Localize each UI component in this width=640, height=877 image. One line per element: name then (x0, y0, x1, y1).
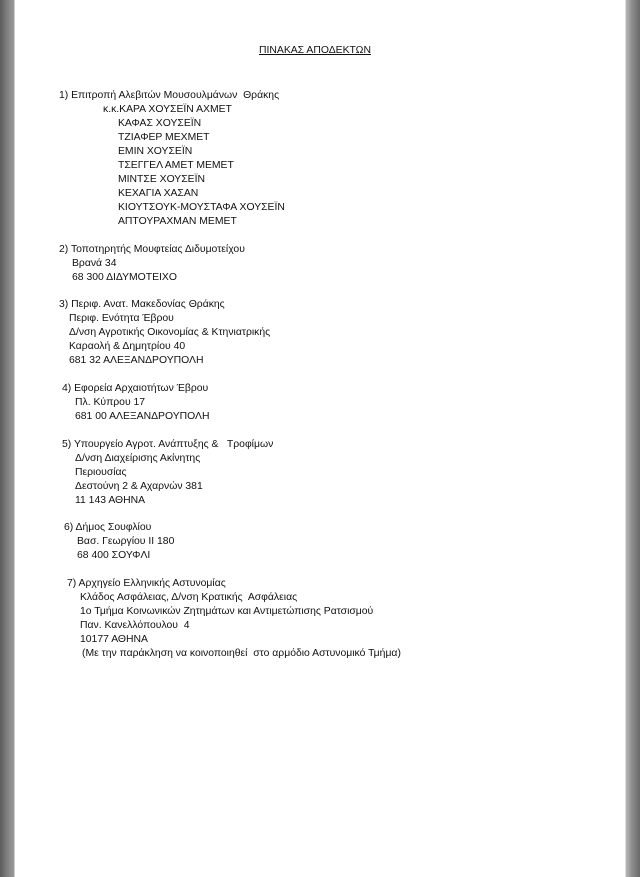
recipient-4-line: Πλ. Κύπρου 17 (75, 397, 146, 408)
recipient-1-line: ΚΕΧΑΓΙΑ ΧΑΣΑΝ (118, 188, 199, 199)
recipient-6-heading: 6) Δήμος Σουφλίου (64, 522, 152, 533)
recipient-3-line: Δ/νση Αγροτικής Οικονομίας & Κτηνιατρικής (69, 327, 271, 338)
recipient-7-heading: 7) Αρχηγείο Ελληνικής Αστυνομίας (67, 578, 226, 589)
recipient-3-line: Καραολή & Δημητρίου 40 (69, 341, 186, 352)
recipient-2-line: 68 300 ΔΙΔΥΜΟΤΕΙΧΟ (72, 272, 177, 283)
recipient-5-line: Δ/νση Διαχείρισης Ακίνητης (75, 453, 201, 464)
document-page (15, 0, 625, 877)
recipient-3-line: 681 32 ΑΛΕΞΑΝΔΡΟΥΠΟΛΗ (69, 355, 204, 366)
recipient-7-line: Παν. Κανελλόπουλου 4 (80, 620, 190, 631)
recipient-2-line: Βρανά 34 (72, 258, 117, 269)
recipient-7-line: 1ο Τμήμα Κοινωνικών Ζητημάτων και Αντιμετώπισης Ρατσισμού (80, 606, 374, 617)
recipient-1-line: ΑΠΤΟΥΡΑΧΜΑΝ ΜΕΜΕΤ (118, 216, 237, 227)
recipient-1-line: ΚΑΦΑΣ ΧΟΥΣΕΪΝ (118, 118, 202, 129)
recipient-7-line: Κλάδος Ασφάλειας, Δ/νση Κρατικής Ασφάλειας (80, 592, 298, 603)
recipient-1-line: ΤΣΕΓΓΕΛ ΑΜΕΤ ΜΕΜΕΤ (118, 160, 234, 171)
recipient-7-line: (Με την παράκληση να κοινοποιηθεί στο αρμόδιο Αστυνομικό Τμήμα) (82, 648, 401, 659)
recipient-1-line: ΕΜΙΝ ΧΟΥΣΕΪΝ (118, 146, 193, 157)
recipient-5-line: Περιουσίας (75, 467, 127, 478)
recipient-1-line: ΚΙΟΥΤΣΟΥΚ-ΜΟΥΣΤΑΦΑ ΧΟΥΣΕΪΝ (118, 202, 285, 213)
recipient-4-line: 681 00 ΑΛΕΞΑΝΔΡΟΥΠΟΛΗ (75, 411, 210, 422)
recipient-5-line: Δεστούνη 2 & Αχαρνών 381 (75, 481, 203, 492)
recipient-3-heading: 3) Περιφ. Ανατ. Μακεδονίας Θράκης (59, 299, 225, 310)
recipient-1-line: ΤΖΙΑΦΕΡ ΜΕΧΜΕΤ (118, 132, 210, 143)
document-title: ΠΙΝΑΚΑΣ ΑΠΟΔΕΚΤΩΝ (259, 45, 371, 56)
recipient-1-line: κ.κ.ΚΑΡΑ ΧΟΥΣΕΪΝ ΑΧΜΕΤ (103, 104, 232, 115)
recipient-2-heading: 2) Τοποτηρητής Μουφτείας Διδυμοτείχου (59, 244, 245, 255)
recipient-1-line: ΜΙΝΤΣΕ ΧΟΥΣΕΪΝ (118, 174, 205, 185)
recipient-1-heading: 1) Επιτροπή Αλεβιτών Μουσουλμάνων Θράκης (59, 90, 280, 101)
recipient-5-line: 11 143 ΑΘΗΝΑ (75, 495, 146, 506)
recipient-6-line: Βασ. Γεωργίου ΙΙ 180 (77, 536, 175, 547)
recipient-7-line: 10177 ΑΘΗΝΑ (80, 634, 148, 645)
recipient-4-heading: 4) Εφορεία Αρχαιοτήτων Έβρου (62, 383, 209, 394)
recipient-3-line: Περιφ. Ενότητα Έβρου (69, 313, 174, 324)
recipient-5-heading: 5) Υπουργείο Αγροτ. Ανάπτυξης & Τροφίμων (62, 439, 274, 450)
recipient-6-line: 68 400 ΣΟΥΦΛΙ (77, 550, 151, 561)
